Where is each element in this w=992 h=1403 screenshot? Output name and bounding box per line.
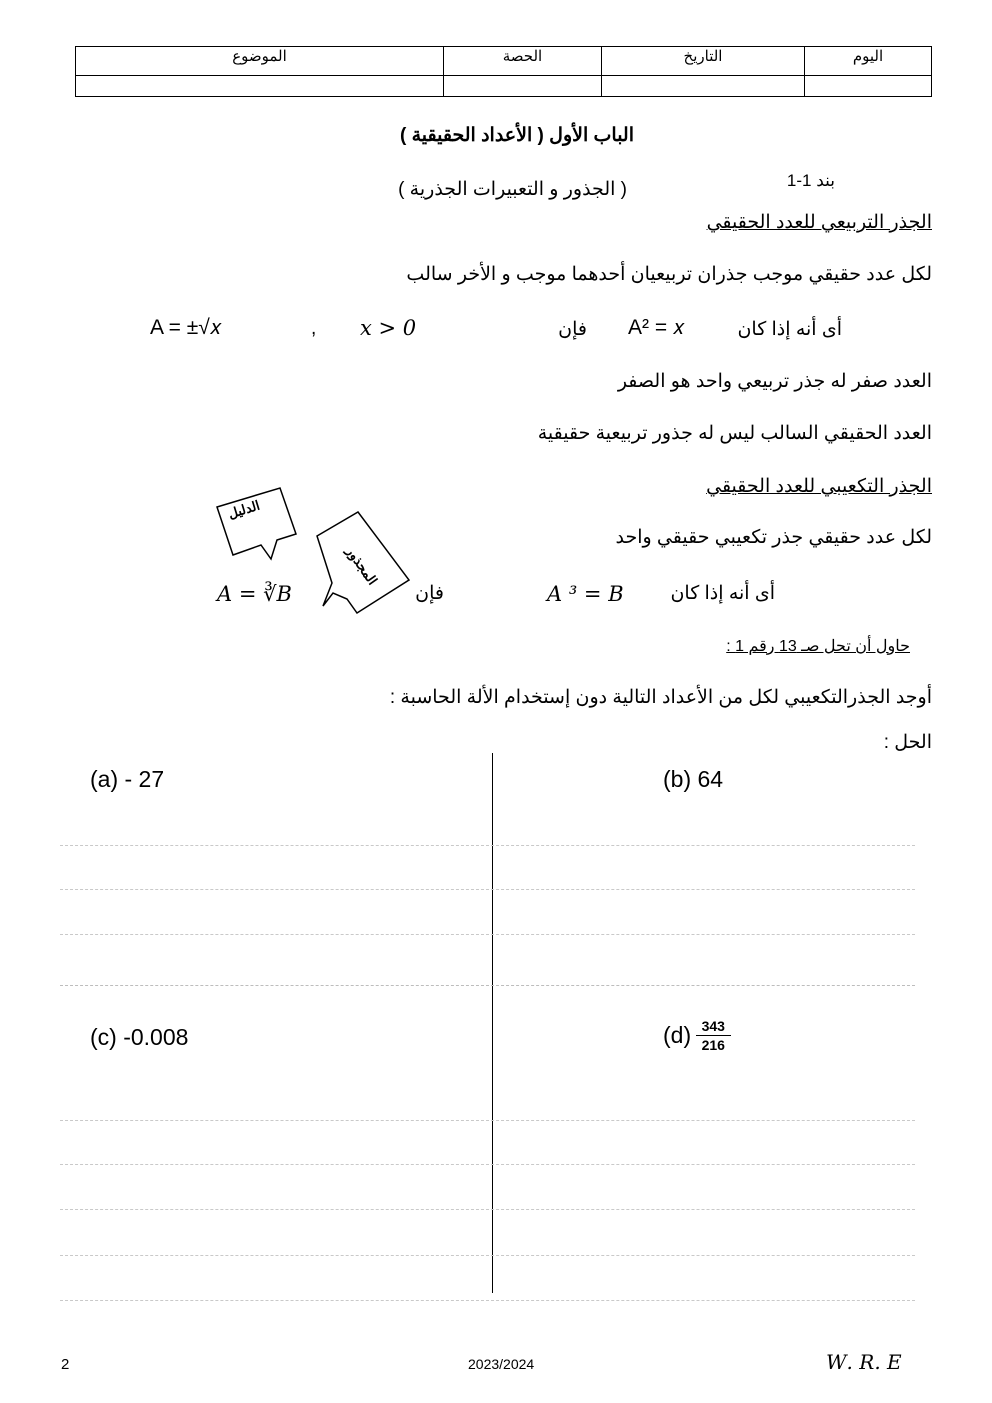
cube-root-heading: الجذر التكعيبي للعدد الحقيقي xyxy=(706,476,932,497)
square-root-heading: الجذر التربيعي للعدد الحقيقي xyxy=(706,212,932,233)
writing-line xyxy=(60,1300,915,1301)
problem-d xyxy=(663,1017,731,1054)
square-root-condition: A² = 𝑥 xyxy=(628,316,685,339)
cube-root-result: 𝐴 = ∛𝐵 xyxy=(217,582,292,606)
day-cell xyxy=(805,75,932,96)
footer-signature: 𝑊. 𝑅. 𝐸 xyxy=(826,1350,902,1374)
cube-root-if-text: أى أنه إذا كان xyxy=(670,583,775,604)
chapter-title: الباب الأول ( الأعداد الحقيقية ) xyxy=(400,125,634,146)
callouts-diagram xyxy=(205,480,435,620)
day-header: اليوم xyxy=(805,47,932,76)
callout-radicand-label: المجذور xyxy=(343,543,381,588)
writing-line xyxy=(60,1164,915,1165)
problem-c: (c) -0.008 xyxy=(90,1024,189,1050)
problem-a: (a) - 27 xyxy=(90,766,165,792)
square-root-line3: العدد الحقيقي السالب ليس له جذور تربيعية حقيقية xyxy=(537,423,932,444)
problem-d-label: (d) xyxy=(663,1022,692,1048)
fraction-denominator: 216 xyxy=(701,1037,725,1053)
middle-divider xyxy=(60,985,915,986)
writing-line xyxy=(60,1120,915,1121)
header-table xyxy=(75,46,932,97)
section-number: بند 1-1 xyxy=(786,171,835,190)
period-cell xyxy=(444,75,602,96)
solution-label: الحل : xyxy=(883,732,932,753)
problem-b: (b) 64 xyxy=(663,766,724,792)
exercise-reference: حاول أن تحل صـ 13 رقم 1 : xyxy=(726,638,910,655)
square-root-then-text: فإن xyxy=(558,319,587,340)
writing-line xyxy=(60,845,915,846)
fraction-numerator: 343 xyxy=(696,1017,731,1036)
problem-d-fraction xyxy=(696,1017,731,1054)
square-root-line2: العدد صفر له جذر تربيعي واحد هو الصفر xyxy=(617,371,932,392)
vertical-divider xyxy=(492,753,493,1293)
writing-line xyxy=(60,1255,915,1256)
section-title: ( الجذور و التعبيرات الجذرية ) xyxy=(398,179,627,200)
callout-index-label: الدليل xyxy=(226,497,262,522)
subject-header: الموضوع xyxy=(76,47,444,76)
cube-root-condition: 𝐴 ³ = 𝐵 xyxy=(547,582,624,606)
cube-root-line1: لكل عدد حقيقي جذر تكعيبي حقيقي واحد xyxy=(615,527,932,548)
page-number: 2 xyxy=(61,1356,70,1373)
square-root-domain: 𝑥 > 0 xyxy=(360,316,417,340)
subject-cell xyxy=(76,75,444,96)
date-header: التاريخ xyxy=(602,47,805,76)
writing-line xyxy=(60,889,915,890)
footer-year: 2023/2024 xyxy=(468,1356,535,1372)
date-cell xyxy=(602,75,805,96)
writing-line xyxy=(60,934,915,935)
comma: , xyxy=(311,318,317,339)
square-root-line1: لكل عدد حقيقي موجب جذران تربيعيان أحدهما موجب و الأخر سالب xyxy=(406,264,932,285)
writing-line xyxy=(60,1209,915,1210)
period-header: الحصة xyxy=(444,47,602,76)
exercise-instruction: أوجد الجذرالتكعيبي لكل من الأعداد التالية دون إستخدام الألة الحاسبة : xyxy=(389,687,932,708)
square-root-if-text: أى أنه إذا كان xyxy=(737,319,842,340)
cube-root-then-text: فإن xyxy=(415,583,444,604)
square-root-result: A = ±√𝑥 xyxy=(150,316,222,339)
